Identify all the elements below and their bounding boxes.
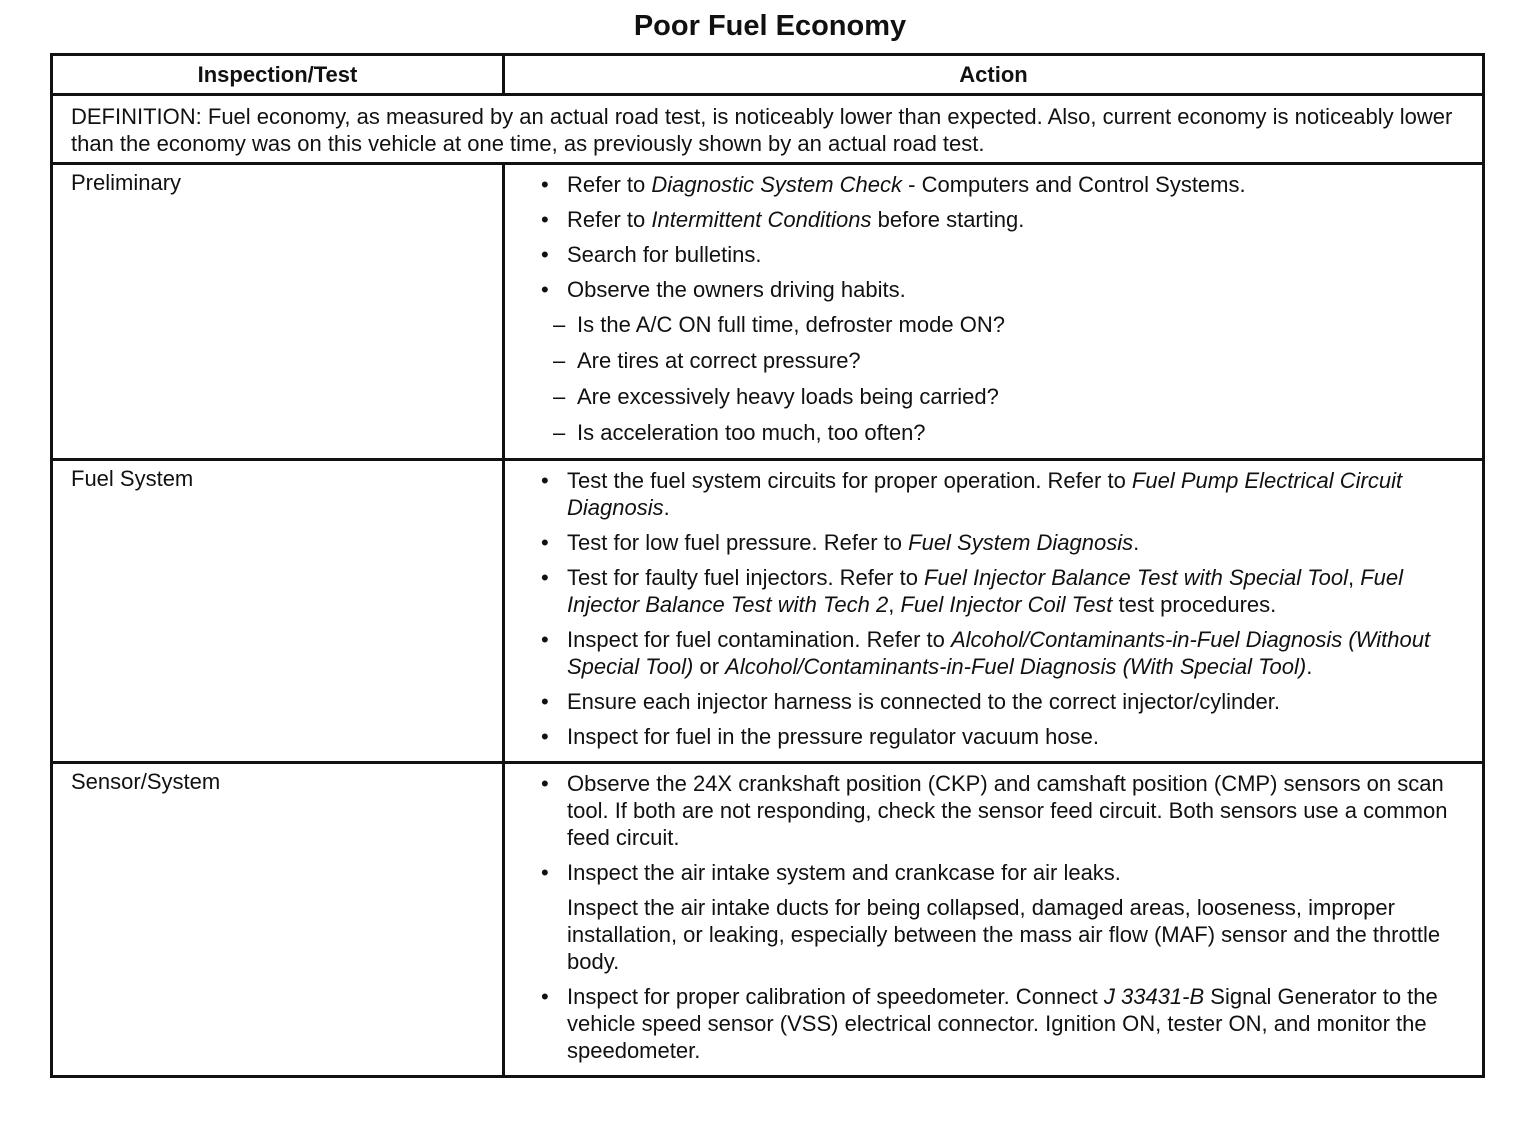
item-text: Refer to (567, 172, 652, 197)
item-text: Signal Generator to the vehicle speed sensor (VSS) electrical connector. Ignition ON, tester ON, and monitor the speedometer. (567, 984, 1438, 1063)
reference-text: Alcohol/Contaminants-in-Fuel Diagnosis (Without Special Tool) (567, 627, 1431, 679)
item-text: - Computers and Control Systems. (902, 172, 1246, 197)
item-text: Refer to (567, 207, 652, 232)
item-text: Are excessively heavy loads being carried? (577, 384, 999, 409)
reference-text: Fuel Injector Balance Test with Special Tool (924, 565, 1348, 590)
reference-text: Diagnostic System Check (651, 172, 903, 197)
item-text: . (663, 495, 670, 520)
dash-icon: – (553, 312, 566, 337)
bullet-icon: • (541, 689, 549, 714)
section-row-preliminary (52, 164, 1484, 460)
item-text: Observe the owners driving habits. (567, 277, 906, 302)
action-list (541, 467, 1456, 750)
dash-icon: – (553, 420, 566, 445)
bullet-item (541, 241, 1456, 268)
note-item (541, 894, 1456, 975)
reference-text: Alcohol/Contaminants-in-Fuel Diagnosis (With Special Tool) (725, 654, 1307, 679)
dash-icon: – (553, 384, 566, 409)
bullet-item (541, 529, 1456, 556)
bullet-item (541, 770, 1456, 851)
bullet-item (541, 467, 1456, 521)
item-text: , (1348, 565, 1361, 590)
bullet-item (541, 276, 1456, 303)
bullet-item (541, 859, 1456, 886)
bullet-icon: • (541, 277, 549, 302)
item-text: or (693, 654, 726, 679)
bullet-item (541, 688, 1456, 715)
bullet-item (541, 723, 1456, 750)
bullet-item (541, 171, 1456, 198)
bullet-icon: • (541, 984, 549, 1009)
action-cell (504, 763, 1484, 1077)
item-text: Test for faulty fuel injectors. Refer to (567, 565, 925, 590)
bullet-icon: • (541, 530, 549, 555)
item-text: Test for low fuel pressure. Refer to (567, 530, 909, 555)
header-inspection-test: Inspection/Test (52, 55, 504, 95)
section-row-sensor-system (52, 763, 1484, 1077)
item-text: Observe the 24X crankshaft position (CKP) and camshaft position (CMP) sensors on scan tool. If both are not responding, check the sensor feed circuit. Both sensors use a common feed circuit. (567, 771, 1448, 850)
definition-text: DEFINITION: Fuel economy, as measured by an actual road test, is noticeably lower than expected. Also, current economy is noticeably lower than the economy was on this vehicle at one time, as previously shown by an actual road test. (52, 95, 1484, 164)
action-list (541, 770, 1456, 1064)
item-text: before starting. (871, 207, 1025, 232)
inspection-label: Sensor/System (52, 763, 504, 1077)
item-text: test procedures. (1112, 592, 1277, 617)
item-text: Search for bulletins. (567, 242, 762, 267)
bullet-icon: • (541, 860, 549, 885)
item-text: Inspect for fuel in the pressure regulator vacuum hose. (567, 724, 1099, 749)
reference-text: Fuel Injector Balance Test with Tech 2 (567, 565, 1404, 617)
action-cell (504, 460, 1484, 763)
item-text: Test the fuel system circuits for proper operation. Refer to (567, 468, 1132, 493)
diagnostic-table (50, 53, 1485, 1078)
bullet-icon: • (541, 565, 549, 590)
item-text: Is acceleration too much, too often? (577, 420, 926, 445)
item-text: Are tires at correct pressure? (577, 348, 861, 373)
bullet-item (541, 983, 1456, 1064)
sub-item (541, 347, 1456, 374)
header-row (52, 55, 1484, 95)
bullet-item (541, 206, 1456, 233)
item-text: . (1133, 530, 1140, 555)
reference-text: Fuel Injector Coil Test (900, 592, 1113, 617)
item-text: Inspect for fuel contamination. Refer to (567, 627, 951, 652)
bullet-icon: • (541, 724, 549, 749)
sub-item (541, 311, 1456, 338)
reference-text: Intermittent Conditions (651, 207, 872, 232)
sub-item (541, 419, 1456, 446)
dash-icon: – (553, 348, 566, 373)
bullet-icon: • (541, 207, 549, 232)
bullet-item (541, 626, 1456, 680)
item-text: Inspect the air intake system and crankcase for air leaks. (567, 860, 1121, 885)
item-text: Ensure each injector harness is connected to the correct injector/cylinder. (567, 689, 1280, 714)
item-text: Inspect the air intake ducts for being collapsed, damaged areas, looseness, improper installation, or leaking, especially between the mass air flow (MAF) sensor and the throttle body. (567, 895, 1441, 974)
item-text: Is the A/C ON full time, defroster mode ON? (577, 312, 1005, 337)
item-text: . (1306, 654, 1313, 679)
inspection-label: Preliminary (52, 164, 504, 460)
reference-text: Fuel System Diagnosis (908, 530, 1134, 555)
action-cell (504, 164, 1484, 460)
bullet-icon: • (541, 242, 549, 267)
page-title: Poor Fuel Economy (633, 10, 907, 42)
action-list (541, 171, 1456, 446)
reference-text: J 33431-B (1103, 984, 1205, 1009)
reference-text: Fuel Pump Electrical Circuit Diagnosis (567, 468, 1403, 520)
bullet-icon: • (541, 627, 549, 652)
item-text: , (888, 592, 901, 617)
bullet-icon: • (541, 172, 549, 197)
bullet-item (541, 564, 1456, 618)
section-row-fuel-system (52, 460, 1484, 763)
inspection-label: Fuel System (52, 460, 504, 763)
definition-row (52, 95, 1484, 164)
bullet-icon: • (541, 468, 549, 493)
bullet-icon: • (541, 771, 549, 796)
item-text: Inspect for proper calibration of speedometer. Connect (567, 984, 1104, 1009)
sub-item (541, 383, 1456, 410)
header-action: Action (504, 55, 1484, 95)
